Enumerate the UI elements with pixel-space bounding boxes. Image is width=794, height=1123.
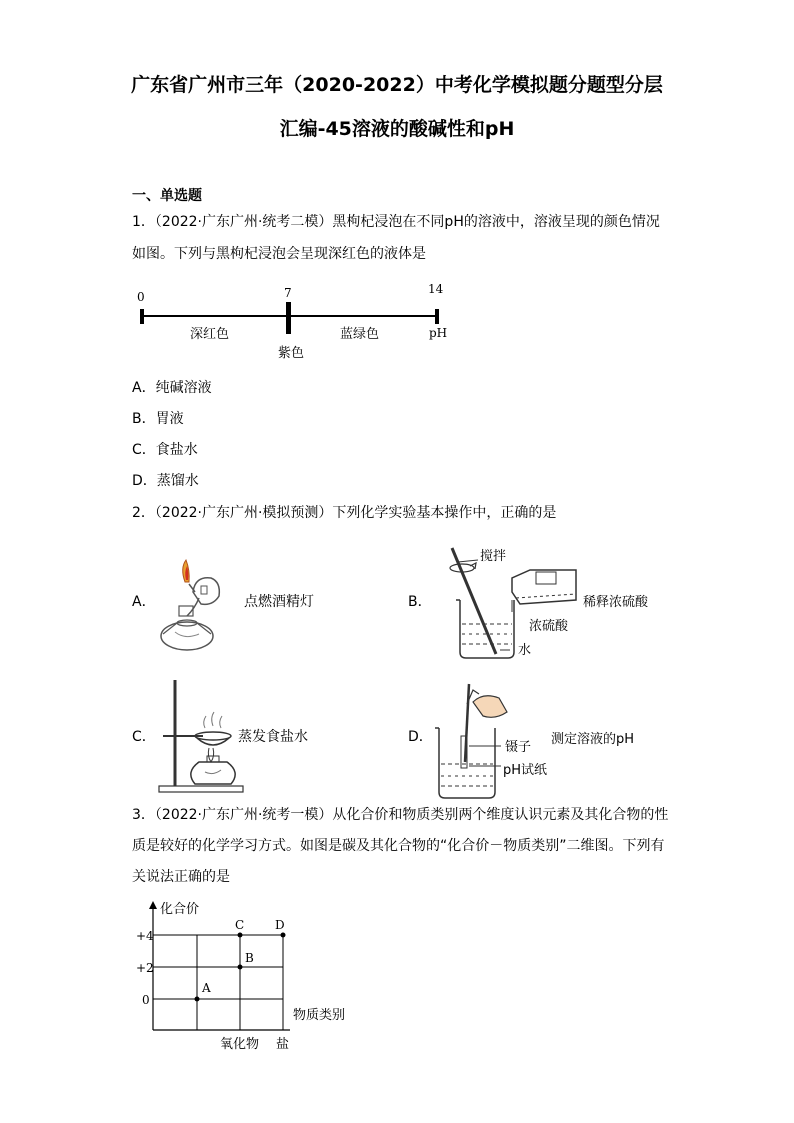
graph-point-c-label: C <box>235 918 245 932</box>
q1-stem-line-2: 如图。下列与黑枸杞浸泡会呈现深红色的液体是 <box>132 246 426 262</box>
graph-x-tick-salt: 盐 <box>276 1037 290 1052</box>
d-paper-label: pH试纸 <box>503 763 548 778</box>
b-dilute-label: 稀释浓硫酸 <box>583 595 649 610</box>
q2-option-a-label: 点燃酒精灯 <box>244 594 314 610</box>
q2-stem: 2．（2022·广东广州·模拟预测）下列化学实验基本操作中，正确的是 <box>132 505 557 521</box>
graph-x-label: 物质类别 <box>293 1008 346 1023</box>
graph-point-c <box>238 933 243 938</box>
d-tweezers-label: 镊子 <box>505 740 532 755</box>
graph-point-b-label: B <box>245 951 254 965</box>
scale-tick-7: 7 <box>284 286 292 300</box>
q3-stem-line-3: 关说法正确的是 <box>132 869 230 885</box>
q2-option-d-letter: D． <box>408 729 433 745</box>
graph-point-b <box>238 965 243 970</box>
q2-option-a-letter: A． <box>132 594 156 610</box>
q2-option-c-label: 蒸发食盐水 <box>238 729 308 745</box>
scale-mid-color: 紫色 <box>278 346 305 361</box>
graph-y-tick-0: 0 <box>142 993 150 1007</box>
graph-point-a <box>195 997 200 1002</box>
graph-y-tick-plus4: +4 <box>136 929 154 943</box>
graph-y-tick-plus2: +2 <box>136 961 154 975</box>
measure-ph-figure <box>433 680 663 802</box>
q1-option-a: A．纯碱溶液 <box>132 380 212 396</box>
b-stir-label: 搅拌 <box>480 549 507 564</box>
ph-color-scale <box>130 280 460 370</box>
d-ph-label: 测定溶液的pH <box>551 732 635 747</box>
scale-tick-14: 14 <box>428 282 444 296</box>
scale-axis-label: pH <box>429 326 448 340</box>
scale-tick-0: 0 <box>137 290 145 304</box>
q3-stem-line-2: 质是较好的化学学习方式。如图是碳及其化合物的“化合价－物质类别”二维图。下列有 <box>132 838 665 854</box>
q1-option-c: C．食盐水 <box>132 442 198 458</box>
b-acid-label: 浓硫酸 <box>529 619 569 634</box>
q2-option-c-letter: C． <box>132 729 156 745</box>
valence-category-graph <box>130 895 370 1060</box>
q1-option-d: D．蒸馏水 <box>132 473 199 489</box>
q2-option-b-letter: B． <box>408 594 432 610</box>
dilute-sulfuric-acid-figure <box>440 542 670 660</box>
q3-stem-line-1: 3．（2022·广东广州·统考一模）从化合价和物质类别两个维度认识元素及其化合物的性 <box>132 807 669 823</box>
alcohol-lamp-lighting-figure <box>155 560 245 655</box>
b-water-label: 水 <box>518 643 532 658</box>
evaporate-salt-water-figure <box>155 676 245 796</box>
title-line-1: 广东省广州市三年（2020-2022）中考化学模拟题分题型分层 <box>131 74 663 96</box>
graph-point-a-label: A <box>202 981 211 995</box>
section-heading: 一、单选题 <box>132 188 202 204</box>
graph-point-d-label: D <box>275 918 285 932</box>
q1-stem-line-1: 1．（2022·广东广州·统考二模）黑枸杞浸泡在不同pH的溶液中，溶液呈现的颜色情况 <box>132 214 660 230</box>
q1-option-b: B．胃液 <box>132 411 184 427</box>
graph-point-d <box>281 933 286 938</box>
scale-right-color: 蓝绿色 <box>340 327 380 342</box>
graph-x-tick-oxide: 氧化物 <box>220 1037 260 1052</box>
graph-y-label: 化合价 <box>160 902 200 917</box>
title-line-2: 汇编-45溶液的酸碱性和pH <box>279 118 515 140</box>
scale-left-color: 深红色 <box>190 327 230 342</box>
